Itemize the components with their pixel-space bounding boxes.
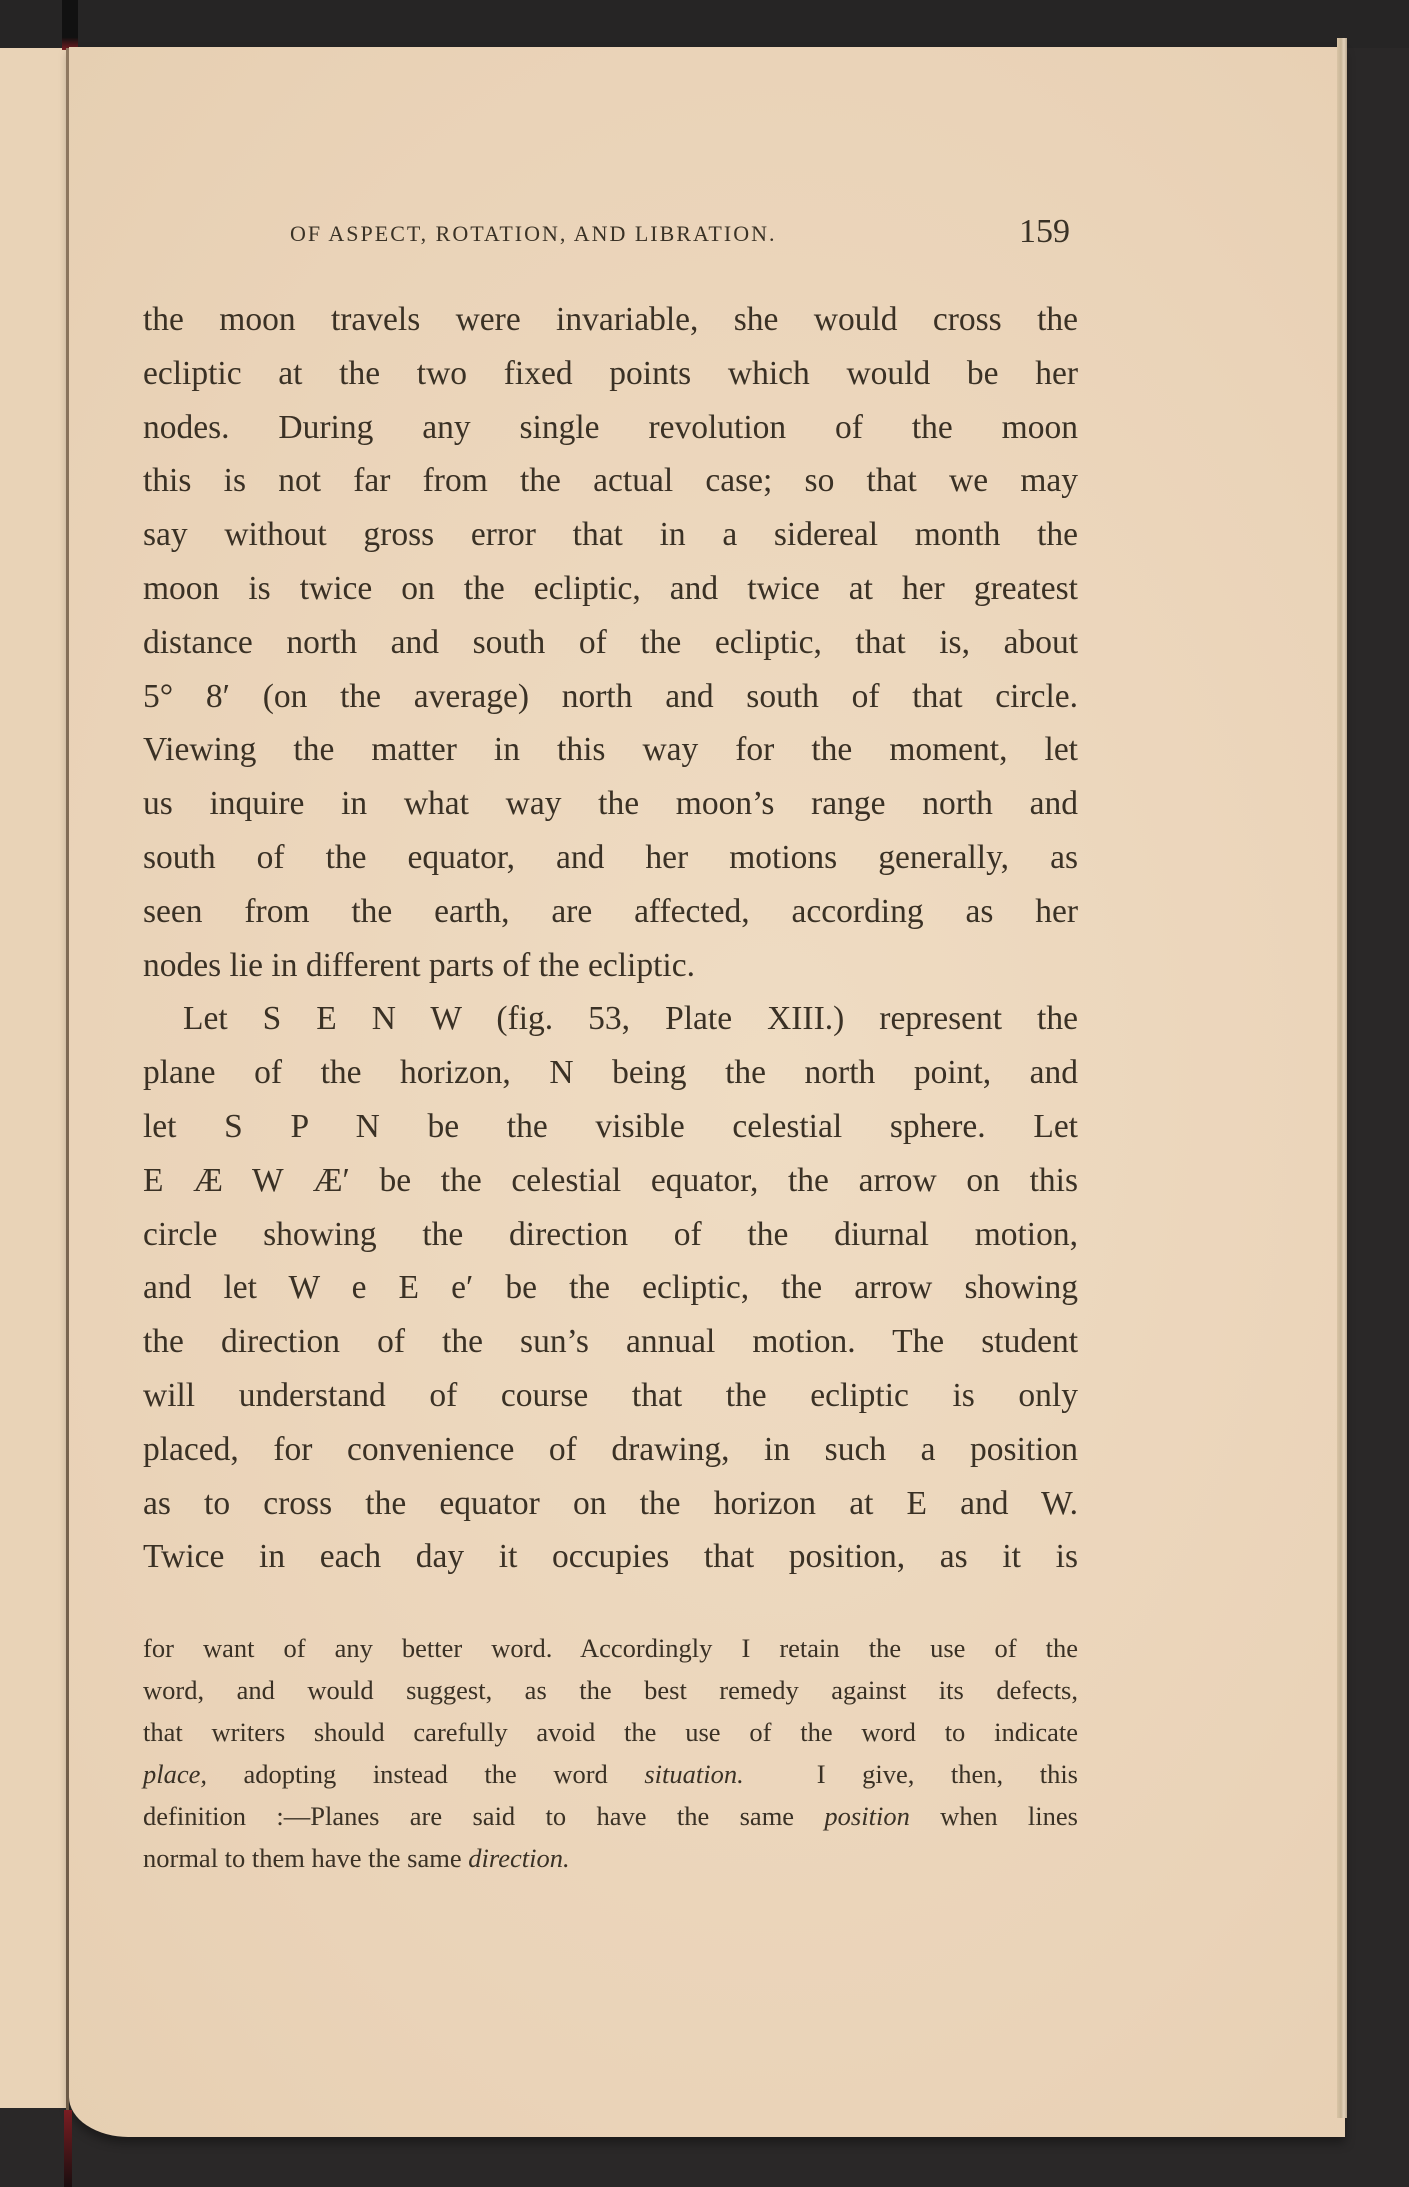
footnote-text: normal to them have the same	[143, 1843, 469, 1873]
text-line: as to cross the equator on the horizon at E and W.	[143, 1484, 1078, 1522]
italic-term-place: place,	[143, 1759, 208, 1789]
text-line: ecliptic at the two fixed points which would be her	[143, 354, 1078, 392]
text-line: this is not far from the actual case; so that we may	[143, 462, 1078, 500]
bookmark-ribbon-top	[62, 0, 78, 50]
footnote-text: definition :—Planes are said to have the same	[143, 1801, 825, 1831]
footnote-text: adopting instead the word	[207, 1759, 645, 1789]
text-line: E Æ W Æ′ be the celestial equator, the arrow on this	[143, 1161, 1078, 1199]
text-line: Twice in each day it occupies that position, as it is	[143, 1538, 1078, 1576]
page-number: 159	[1019, 213, 1070, 250]
footnote	[143, 1627, 1078, 1879]
footnote-line	[143, 1753, 1078, 1795]
footnote-line: word, and would suggest, as the best remedy against its defects,	[143, 1675, 1078, 1705]
text-line: us inquire in what way the moon’s range north and	[143, 785, 1078, 823]
italic-term-direction: direction.	[468, 1843, 570, 1873]
footnote-line: that writers should carefully avoid the use of the word to indicate	[143, 1717, 1078, 1747]
text-line: distance north and south of the ecliptic, that is, about	[143, 623, 1078, 661]
text-line: the moon travels were invariable, she would cross the	[143, 301, 1078, 338]
text-line: Viewing the matter in this way for the moment, let	[143, 731, 1078, 769]
paragraph-start-line: Let S E N W (fig. 53, Plate XIII.) represent the	[183, 1000, 1078, 1038]
book-gutter	[66, 48, 69, 2158]
text-line: south of the equator, and her motions generally, as	[143, 838, 1078, 876]
italic-term-situation: situation.	[644, 1759, 744, 1789]
page-header	[290, 215, 1080, 255]
footnote-line	[143, 1837, 1078, 1879]
bookmark-ribbon-bottom	[64, 2110, 72, 2187]
text-line: 5° 8′ (on the average) north and south of that circle.	[143, 677, 1078, 715]
body-text	[143, 293, 1078, 1584]
text-line: and let W e E e′ be the ecliptic, the arrow showing	[143, 1269, 1078, 1307]
scan-backdrop	[0, 0, 1409, 48]
italic-term-position: position	[824, 1801, 910, 1831]
text-line: nodes. During any single revolution of the moon	[143, 408, 1078, 446]
text-line: say without gross error that in a sidereal month the	[143, 516, 1078, 554]
text-line: will understand of course that the ecliptic is only	[143, 1376, 1078, 1414]
running-head: OF ASPECT, ROTATION, AND LIBRATION.	[290, 221, 777, 246]
page-fore-edge	[1337, 38, 1347, 2118]
paragraph-end-line: nodes lie in different parts of the ecliptic.	[143, 946, 695, 984]
text-line: moon is twice on the ecliptic, and twice at her greatest	[143, 569, 1078, 607]
footnote-line	[143, 1795, 1078, 1837]
text-line: the direction of the sun’s annual motion. The student	[143, 1323, 1078, 1361]
text-line: let S P N be the visible celestial sphere. Let	[143, 1107, 1078, 1145]
footnote-line: for want of any better word. Accordingly I retain the use of the	[143, 1633, 1078, 1663]
text-line: placed, for convenience of drawing, in such a position	[143, 1430, 1078, 1468]
text-line: circle showing the direction of the diurnal motion,	[143, 1215, 1078, 1253]
text-line: plane of the horizon, N being the north point, and	[143, 1054, 1078, 1092]
facing-page-edge	[0, 48, 68, 2108]
text-line: seen from the earth, are affected, according as her	[143, 892, 1078, 930]
footnote-text: I give, then, this	[743, 1759, 1078, 1789]
footnote-text: when lines	[909, 1801, 1078, 1831]
